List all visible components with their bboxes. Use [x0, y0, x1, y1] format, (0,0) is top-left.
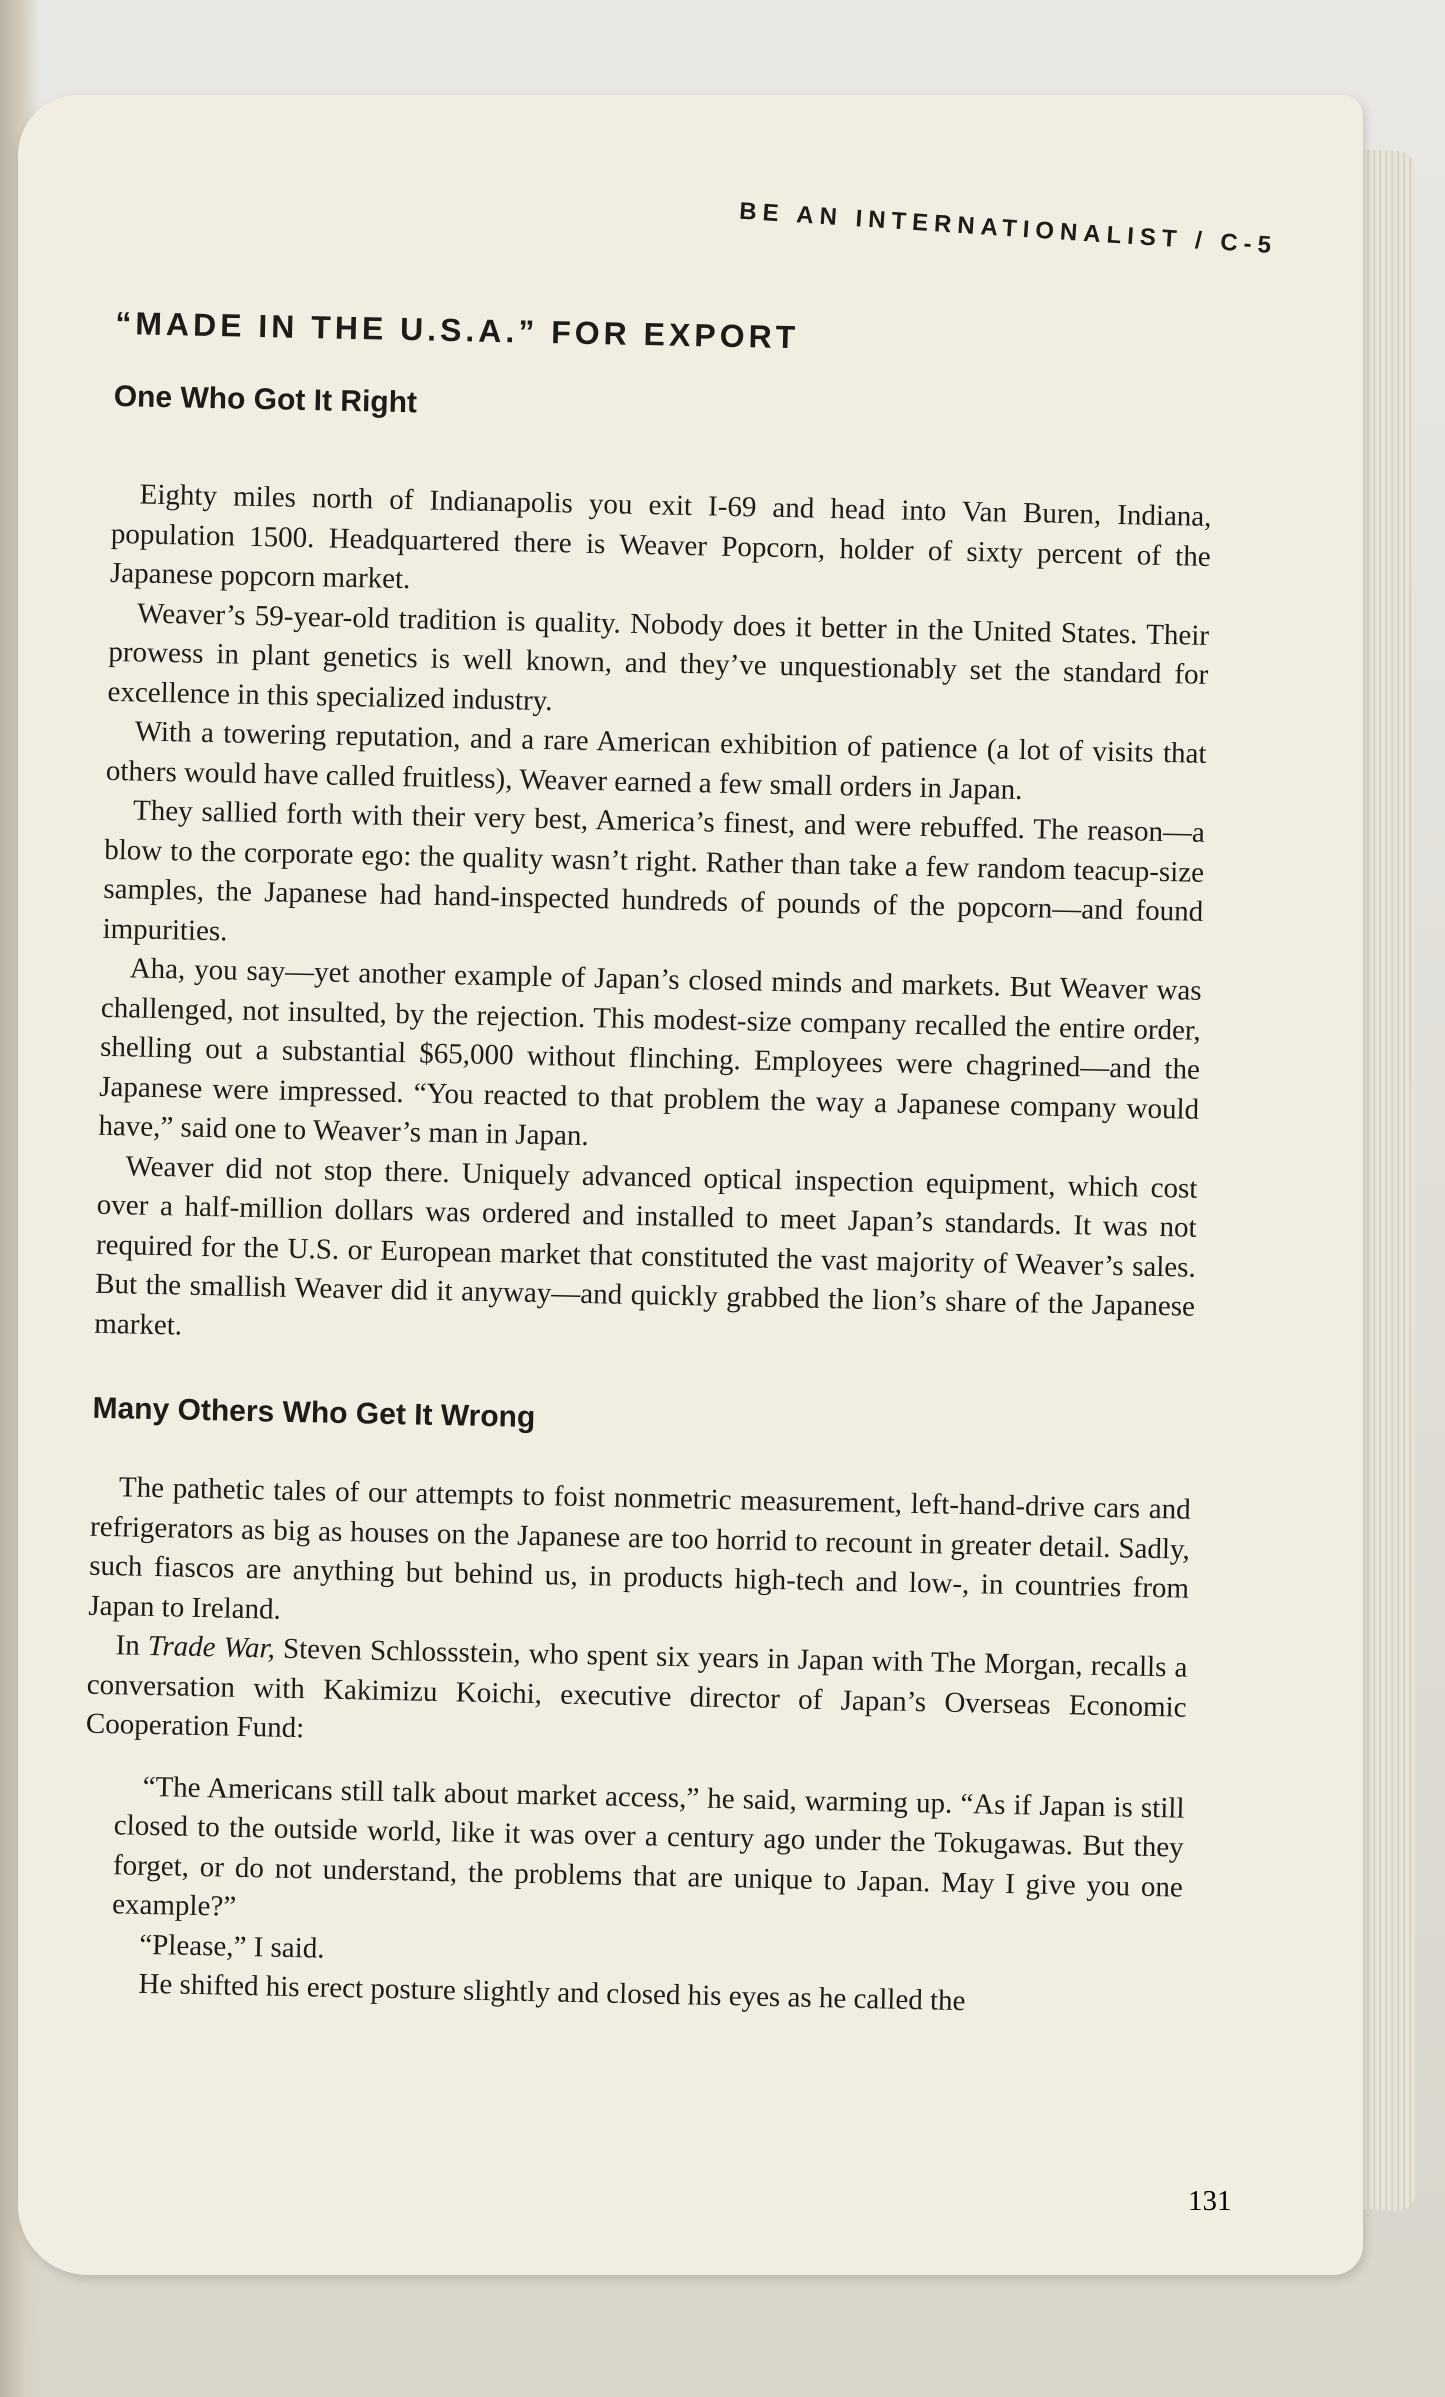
section-title: “MADE IN THE U.S.A.” FOR EXPORT	[114, 304, 800, 356]
paragraph: The pathetic tales of our attempts to foist nonmetric measurement, left-hand-drive cars and refrigerators as big as houses on the Japanese are too horrid to recount in greater detail. Sadly, such fiascos are anything but behind us, in products high-tech and low-, in countries from Japan to Ireland.	[88, 1471, 1192, 1626]
paragraph-prefix: In	[115, 1629, 149, 1662]
subhead-one-who-got-it-right: One Who Got It Right	[113, 379, 418, 420]
paragraph: Eighty miles north of Indianapolis you exit I-69 and head into Van Buren, Indiana, population 1500. Headquartered there is Weaver Popcorn, holder of sixty percent of the Japanese popcorn market.	[109, 478, 1212, 596]
body-text	[80, 475, 1212, 2026]
subhead-wrapper	[92, 1392, 1192, 1449]
paragraph: Aha, you say—yet another example of Japan’s closed minds and markets. But Weaver was challenged, not insulted, by the rejection. This modest-size company recalled the entire order, shelling out a substantial $65,000 without flinching. Employees were chagrined—and the Japanese were impressed. “You reacted to that problem the way a Japanese company would have,” said one to Weaver’s man in Japan.	[98, 952, 1202, 1153]
quote-paragraph: “The Americans still talk about market access,” he said, warming up. “As if Japan is still closed to the outside world, like it was over a century ago under the Tokugawas. But they forget, or do not understand, the problems that are unique to Japan. May I give you one example?”	[111, 1770, 1185, 1923]
paragraph: Weaver did not stop there. Uniquely advanced optical inspection equipment, which cost over a half-million dollars was ordered and installed to meet Japan’s standards. It was not required for the U.S. or European market that constituted the vast majority of Weaver’s sales. But the smallish Weaver did it anyway—and quickly grabbed the lion’s share of the Japanese market.	[94, 1149, 1198, 1342]
paragraph-trade-war	[86, 1626, 1188, 1768]
paragraph-rest: Steven Schlossstein, who spent six years in Japan with The Morgan, recalls a conversation with Kakimizu Koichi, executive director of Japan’s Overseas Economic Cooperation Fund:	[85, 1632, 1188, 1745]
paragraph: Weaver’s 59-year-old tradition is quality. Nobody does it better in the United States. Their prowess in plant genetics is well known, and they’ve unquestionably set the standard for excellence in this specialized industry.	[107, 596, 1210, 717]
quote-paragraph: He shifted his erect posture slightly and closed his eyes as he called the	[138, 1967, 966, 2018]
book-page	[18, 95, 1363, 2275]
paragraph: They sallied forth with their very best, America’s finest, and were rebuffed. The reason—a blow to the corporate ego: the quality wasn’t right. Rather than take a few random teacup-size samples, the Japanese had hand-inspected hundreds of pounds of the popcorn—and found impurities.	[102, 794, 1206, 947]
running-head: BE AN INTERNATIONALIST / C-5	[738, 197, 1278, 260]
page-number: 131	[1188, 2185, 1232, 2217]
book-title-italic: Trade War,	[147, 1629, 276, 1665]
paragraph: With a towering reputation, and a rare American exhibition of patience (a lot of visits that others would have called fruitless), Weaver earned a few small orders in Japan.	[105, 715, 1207, 806]
quote-paragraph: “Please,” I said.	[139, 1928, 325, 1965]
subhead-many-others-who-get-it-wrong: Many Others Who Get It Wrong	[92, 1391, 536, 1435]
page-text	[85, 195, 1278, 2018]
block-quote	[110, 1767, 1185, 2026]
